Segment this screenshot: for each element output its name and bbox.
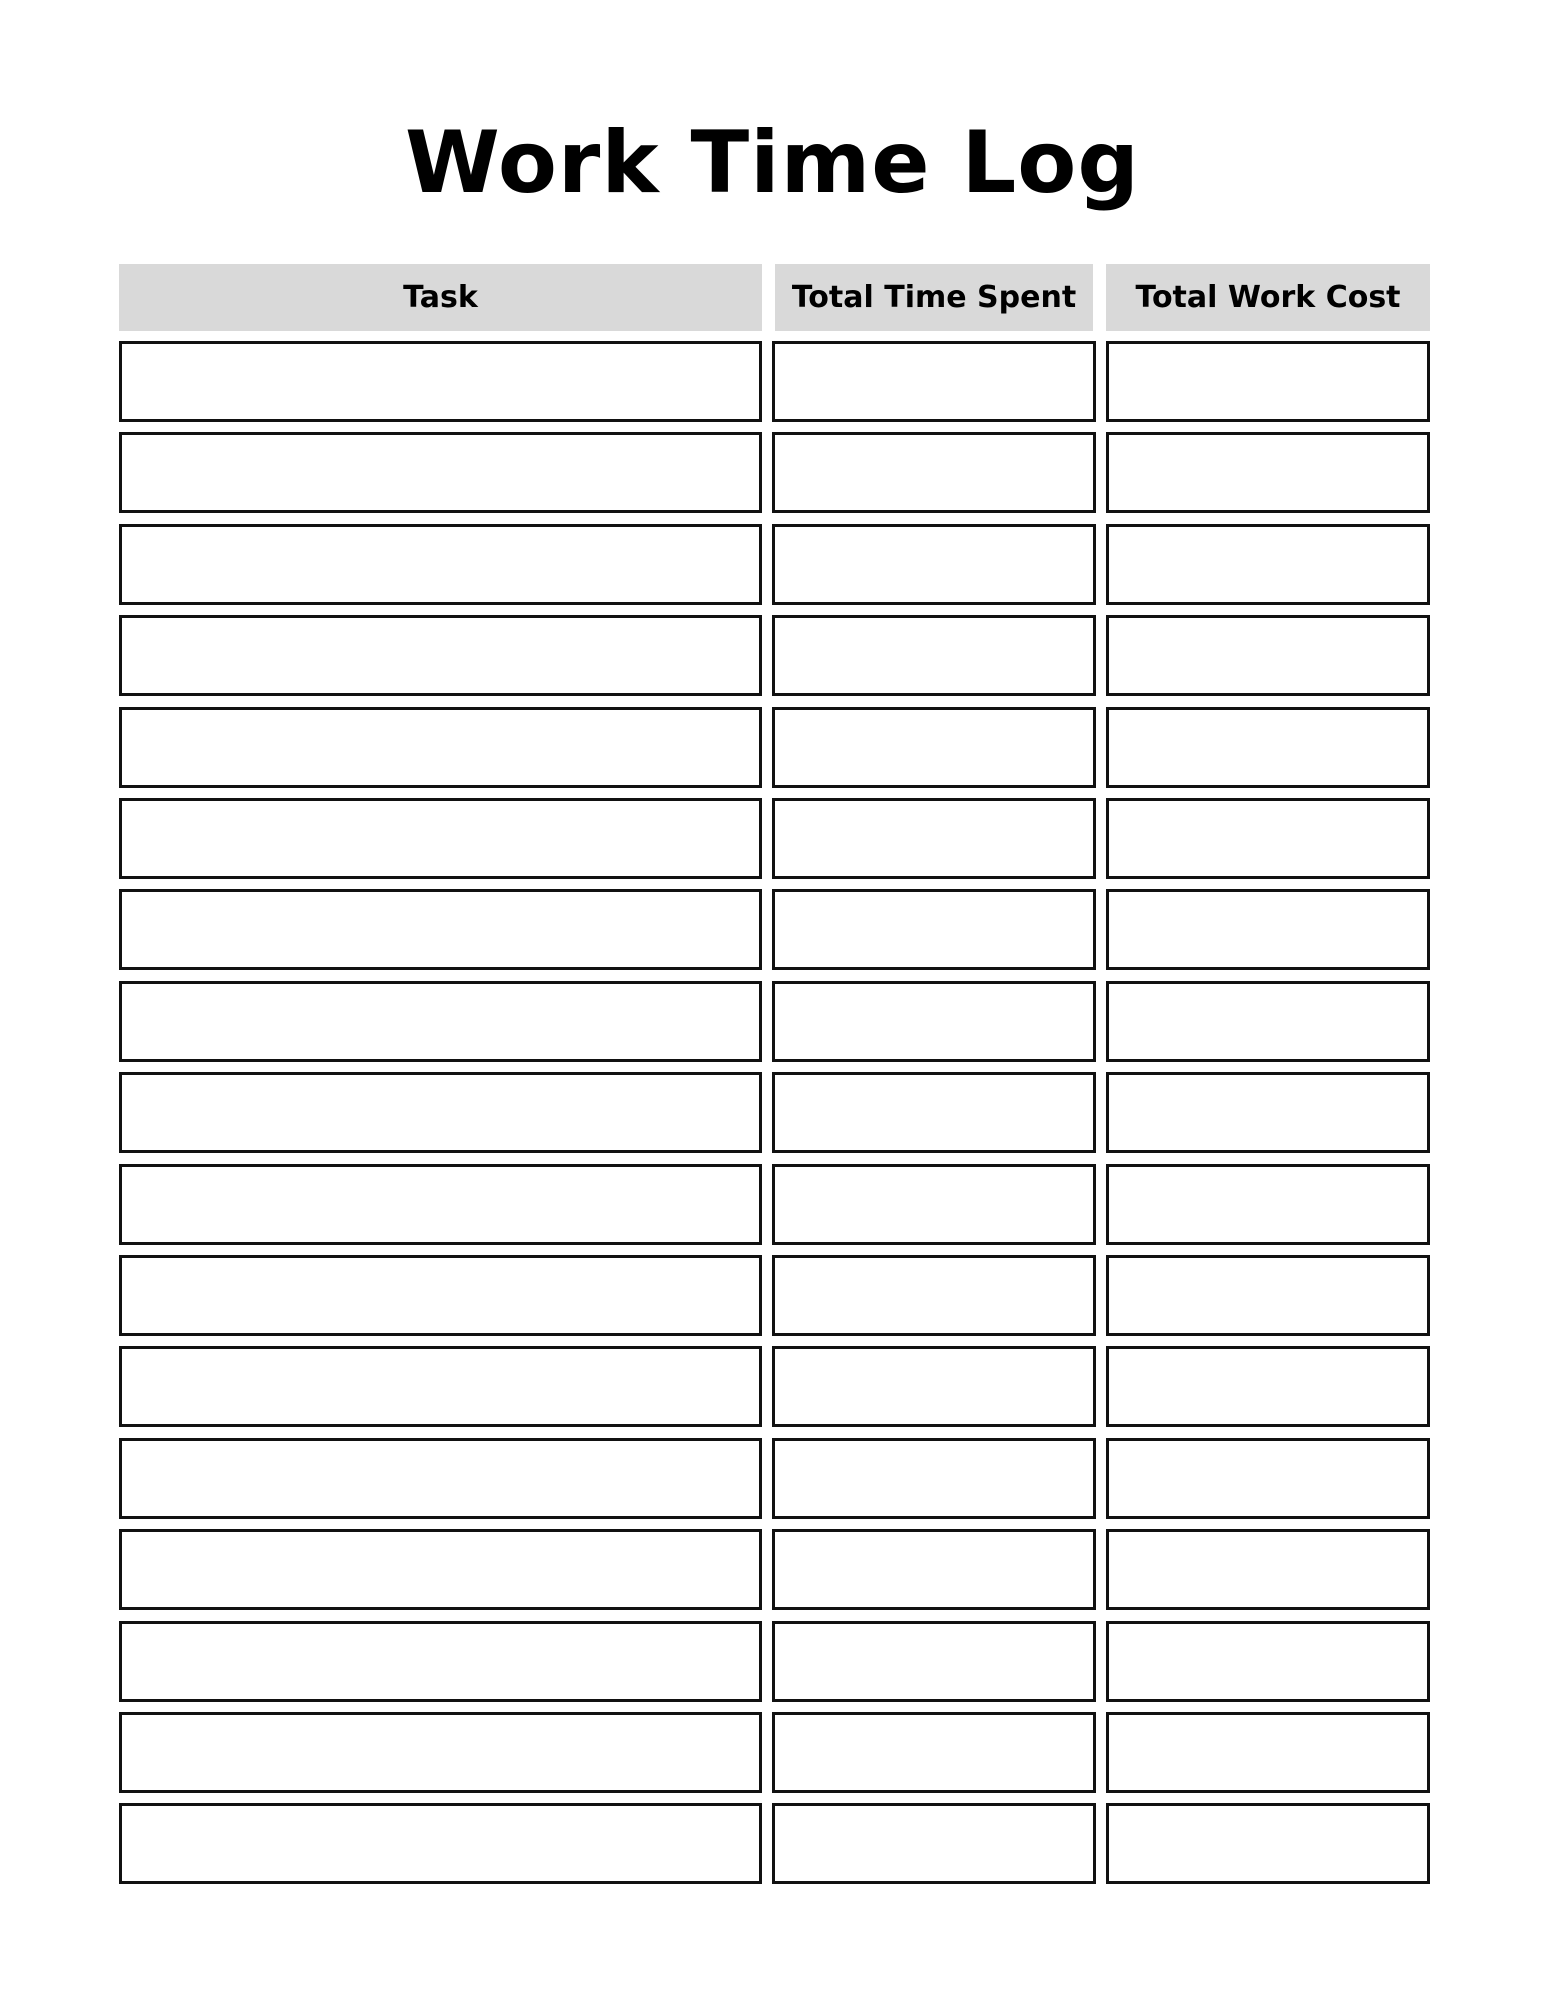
time-spent-cell[interactable]: [772, 798, 1096, 879]
work-cost-cell[interactable]: [1106, 1803, 1430, 1884]
task-cell[interactable]: [119, 1803, 762, 1884]
work-cost-cell[interactable]: [1106, 432, 1430, 513]
task-cell[interactable]: [119, 981, 762, 1062]
time-spent-cell[interactable]: [772, 615, 1096, 696]
time-spent-cell[interactable]: [772, 341, 1096, 422]
time-spent-cell[interactable]: [772, 1529, 1096, 1610]
work-cost-cell[interactable]: [1106, 889, 1430, 970]
work-cost-cell[interactable]: [1106, 524, 1430, 605]
task-cell[interactable]: [119, 432, 762, 513]
task-cell[interactable]: [119, 707, 762, 788]
time-spent-cell[interactable]: [772, 1438, 1096, 1519]
task-cell[interactable]: [119, 615, 762, 696]
task-cell[interactable]: [119, 1438, 762, 1519]
work-cost-cell[interactable]: [1106, 707, 1430, 788]
task-cell[interactable]: [119, 889, 762, 970]
time-spent-cell[interactable]: [772, 432, 1096, 513]
task-cell[interactable]: [119, 1072, 762, 1153]
time-spent-cell[interactable]: [772, 1072, 1096, 1153]
work-cost-cell[interactable]: [1106, 1529, 1430, 1610]
work-cost-cell[interactable]: [1106, 798, 1430, 879]
task-cell[interactable]: [119, 524, 762, 605]
column-header-total-time-spent: Total Time Spent: [775, 264, 1093, 331]
task-cell[interactable]: [119, 341, 762, 422]
work-cost-cell[interactable]: [1106, 1164, 1430, 1245]
time-spent-cell[interactable]: [772, 981, 1096, 1062]
work-cost-cell[interactable]: [1106, 1621, 1430, 1702]
work-cost-cell[interactable]: [1106, 341, 1430, 422]
work-cost-cell[interactable]: [1106, 1346, 1430, 1427]
work-cost-cell[interactable]: [1106, 1072, 1430, 1153]
task-cell[interactable]: [119, 1621, 762, 1702]
task-cell[interactable]: [119, 798, 762, 879]
column-header-task: Task: [119, 264, 762, 331]
page-title: Work Time Log: [405, 113, 1140, 213]
task-cell[interactable]: [119, 1712, 762, 1793]
work-cost-cell[interactable]: [1106, 1712, 1430, 1793]
task-cell[interactable]: [119, 1346, 762, 1427]
time-spent-cell[interactable]: [772, 1712, 1096, 1793]
work-cost-cell[interactable]: [1106, 1438, 1430, 1519]
time-spent-cell[interactable]: [772, 524, 1096, 605]
work-cost-cell[interactable]: [1106, 1255, 1430, 1336]
time-spent-cell[interactable]: [772, 1621, 1096, 1702]
time-spent-cell[interactable]: [772, 1164, 1096, 1245]
task-cell[interactable]: [119, 1255, 762, 1336]
time-spent-cell[interactable]: [772, 889, 1096, 970]
time-spent-cell[interactable]: [772, 1803, 1096, 1884]
task-cell[interactable]: [119, 1529, 762, 1610]
column-header-total-work-cost: Total Work Cost: [1106, 264, 1430, 331]
task-cell[interactable]: [119, 1164, 762, 1245]
time-spent-cell[interactable]: [772, 707, 1096, 788]
work-cost-cell[interactable]: [1106, 981, 1430, 1062]
work-cost-cell[interactable]: [1106, 615, 1430, 696]
time-spent-cell[interactable]: [772, 1255, 1096, 1336]
time-spent-cell[interactable]: [772, 1346, 1096, 1427]
